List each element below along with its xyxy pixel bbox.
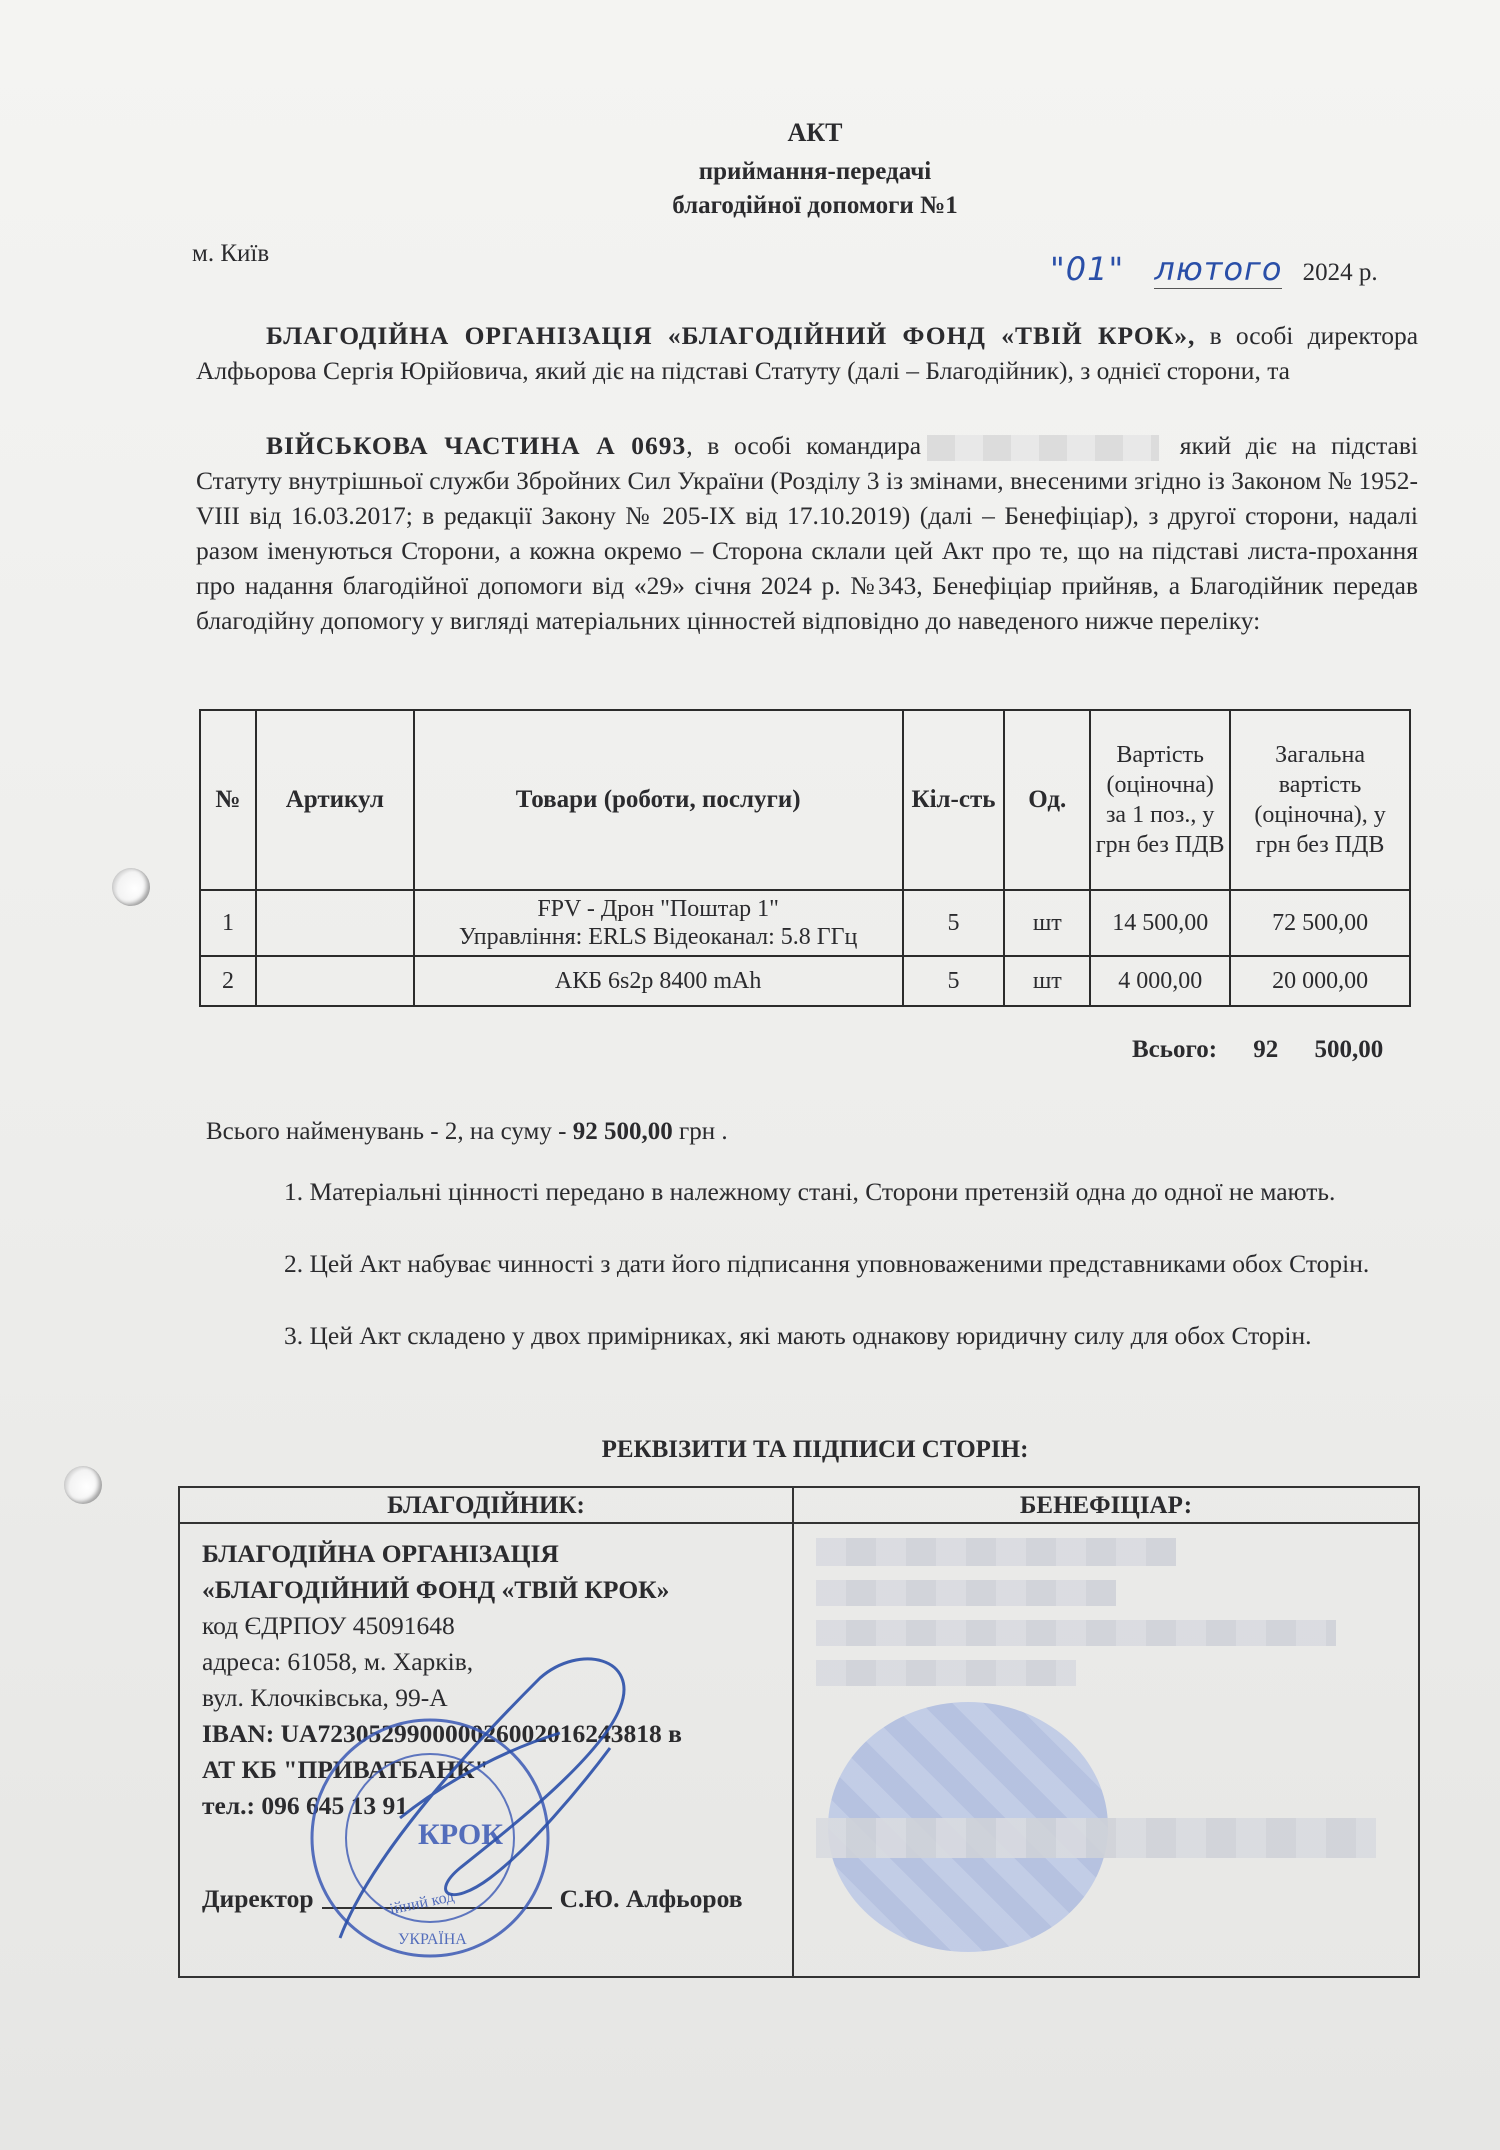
- stamp-and-signature: [280, 1638, 680, 1968]
- row-total: 20 000,00: [1230, 956, 1410, 1006]
- table-total: [1132, 1036, 1383, 1064]
- donor-bank: АТ КБ "ПРИВАТБАНК": [202, 1755, 489, 1784]
- row-unit: шт: [1004, 890, 1090, 956]
- row-goods: [414, 956, 903, 1006]
- donor-iban: IBAN: UA723052990000026002016243818 в: [202, 1719, 682, 1748]
- punch-hole-bottom: [64, 1466, 102, 1504]
- summary-suffix: грн .: [672, 1118, 728, 1145]
- row-goods-line1: АКБ 6s2p 8400 mAh: [554, 967, 762, 994]
- donor-edrpou: код ЄДРПОУ 45091648: [202, 1611, 455, 1640]
- blurred-beneficiary-line: [816, 1660, 1076, 1686]
- punch-hole-top: [112, 868, 150, 906]
- clause-3: 3. Цей Акт складено у двох примірниках, які мають однакову юридичну силу для обох Сторін.: [284, 1321, 1312, 1350]
- beneficiary-name-bold: ВІЙСЬКОВА ЧАСТИНА А 0693: [266, 431, 687, 460]
- blurred-beneficiary-line: [816, 1538, 1176, 1566]
- row-unit: шт: [1004, 956, 1090, 1006]
- clause-2: 2. Цей Акт набуває чинності з дати його підписання уповноваженими представниками обох Сторін.: [284, 1249, 1370, 1278]
- director-name: С.Ю. Алфьоров: [559, 1884, 743, 1913]
- seal-text-krok: КРОК: [418, 1818, 503, 1851]
- donor-header: БЛАГОДІЙНИК:: [180, 1488, 794, 1524]
- total-value: 92 500,00: [1253, 1036, 1384, 1063]
- date-month: лютого: [1154, 250, 1283, 288]
- header-unit: Од.: [1004, 710, 1090, 890]
- seal-text-country: УКРАЇНА: [398, 1931, 467, 1948]
- header-qty: Кіл-сть: [903, 710, 1005, 890]
- clause-1: 1. Матеріальні цінності передано в належному стані, Сторони претензій одна до одної не мають.: [284, 1177, 1336, 1206]
- beneficiary-header: БЕНЕФІЦІАР:: [794, 1488, 1418, 1524]
- date-year: 2024 р.: [1302, 259, 1378, 286]
- header-goods: Товари (роботи, послуги): [414, 710, 903, 890]
- row-article: [256, 890, 414, 956]
- goods-table: [199, 709, 1411, 1007]
- blurred-beneficiary-line: [816, 1580, 1116, 1606]
- donor-address-2: вул. Клочківська, 99-А: [202, 1683, 448, 1712]
- donor-phone: тел.: 096 645 13 91: [202, 1791, 409, 1820]
- row-goods-line2: Управління: ERLS Відеоканал: 5.8 ГГц: [458, 924, 858, 950]
- donor-name-2: «БЛАГОДІЙНИЙ ФОНД «ТВІЙ КРОК»: [202, 1575, 670, 1604]
- table-row: [200, 956, 1410, 1006]
- beneficiary-commander-text: , в особі командира: [686, 431, 922, 460]
- handwritten-signature: [340, 1659, 624, 1938]
- doc-date: [1050, 250, 1378, 288]
- blurred-beneficiary-line: [816, 1620, 1336, 1646]
- date-day: "01": [1050, 250, 1125, 288]
- row-total: 72 500,00: [1230, 890, 1410, 956]
- row-num: 2: [200, 956, 256, 1006]
- blurred-beneficiary-signature: [816, 1818, 1376, 1858]
- row-article: [256, 956, 414, 1006]
- summary-amount: 92 500,00: [572, 1118, 673, 1145]
- row-price: 14 500,00: [1090, 890, 1230, 956]
- row-price: 4 000,00: [1090, 956, 1230, 1006]
- beneficiary-paragraph-text: який діє на підставі Статуту внутрішньої служби Збройних Сил України (Розділу 3 із змінами, внесеними згідно із Законом № 1952-VIII від 16.03.2017; в редакції Закону № 205-IX від 17.10.2019) (далі – Бенефіціар), з другої сторони, надалі разом іменуються Сторони, а кожна окремо – Сторона склали цей Акт про те, що на підставі листа-прохання про надання благодійної допомоги від «29» січня 2024 р. №343, Бенефіціар прийняв, а Благодійник передав благодійну допомогу у вигляді матеріальних цінностей відповідно до наведеного нижче переліку:: [196, 431, 1418, 635]
- row-qty: 5: [903, 956, 1005, 1006]
- requisites-title: РЕКВІЗИТИ ТА ПІДПИСИ СТОРІН:: [601, 1436, 1029, 1463]
- header-article: Артикул: [256, 710, 414, 890]
- donor-address-1: адреса: 61058, м. Харків,: [202, 1647, 474, 1676]
- party-beneficiary-paragraph: [196, 428, 1418, 638]
- header-total: Загальна вартість (оціночна), у грн без ПДВ: [1230, 710, 1410, 890]
- doc-subtitle-1: приймання-передачі: [698, 158, 932, 185]
- column-divider: [792, 1488, 794, 1976]
- header-num: №: [200, 710, 256, 890]
- requisites-table: [178, 1486, 1420, 1978]
- row-goods: [414, 890, 903, 956]
- director-label: Директор: [202, 1884, 314, 1913]
- donor-name-bold: БЛАГОДІЙНА ОРГАНІЗАЦІЯ «БЛАГОДІЙНИЙ ФОНД «ТВІЙ КРОК»,: [266, 321, 1196, 350]
- total-label: Всього:: [1132, 1036, 1218, 1063]
- row-qty: 5: [903, 890, 1005, 956]
- table-header-row: [200, 710, 1410, 890]
- header-price: Вартість (оціночна) за 1 поз., у грн без ПДВ: [1090, 710, 1230, 890]
- doc-subtitle-2: благодійної допомоги №1: [672, 192, 958, 219]
- summary-line: [206, 1118, 728, 1146]
- table-row: [200, 890, 1410, 956]
- row-goods-line1: FPV - Дрон "Поштар 1": [537, 896, 779, 922]
- donor-name-1: БЛАГОДІЙНА ОРГАНІЗАЦІЯ: [202, 1539, 559, 1568]
- donor-paragraph-text: в особі директора Алфьорова Сергія Юрійовича, який діє на підставі Статуту (далі – Благодійник), з однієї сторони, та: [196, 321, 1419, 385]
- place: м. Київ: [192, 240, 270, 267]
- redacted-name: [927, 435, 1159, 461]
- party-donor-paragraph: [196, 318, 1418, 388]
- summary-prefix: Всього найменувань - 2, на суму -: [206, 1118, 573, 1145]
- seal-text-code: ійний код: [388, 1888, 456, 1919]
- row-num: 1: [200, 890, 256, 956]
- doc-title: АКТ: [787, 118, 843, 147]
